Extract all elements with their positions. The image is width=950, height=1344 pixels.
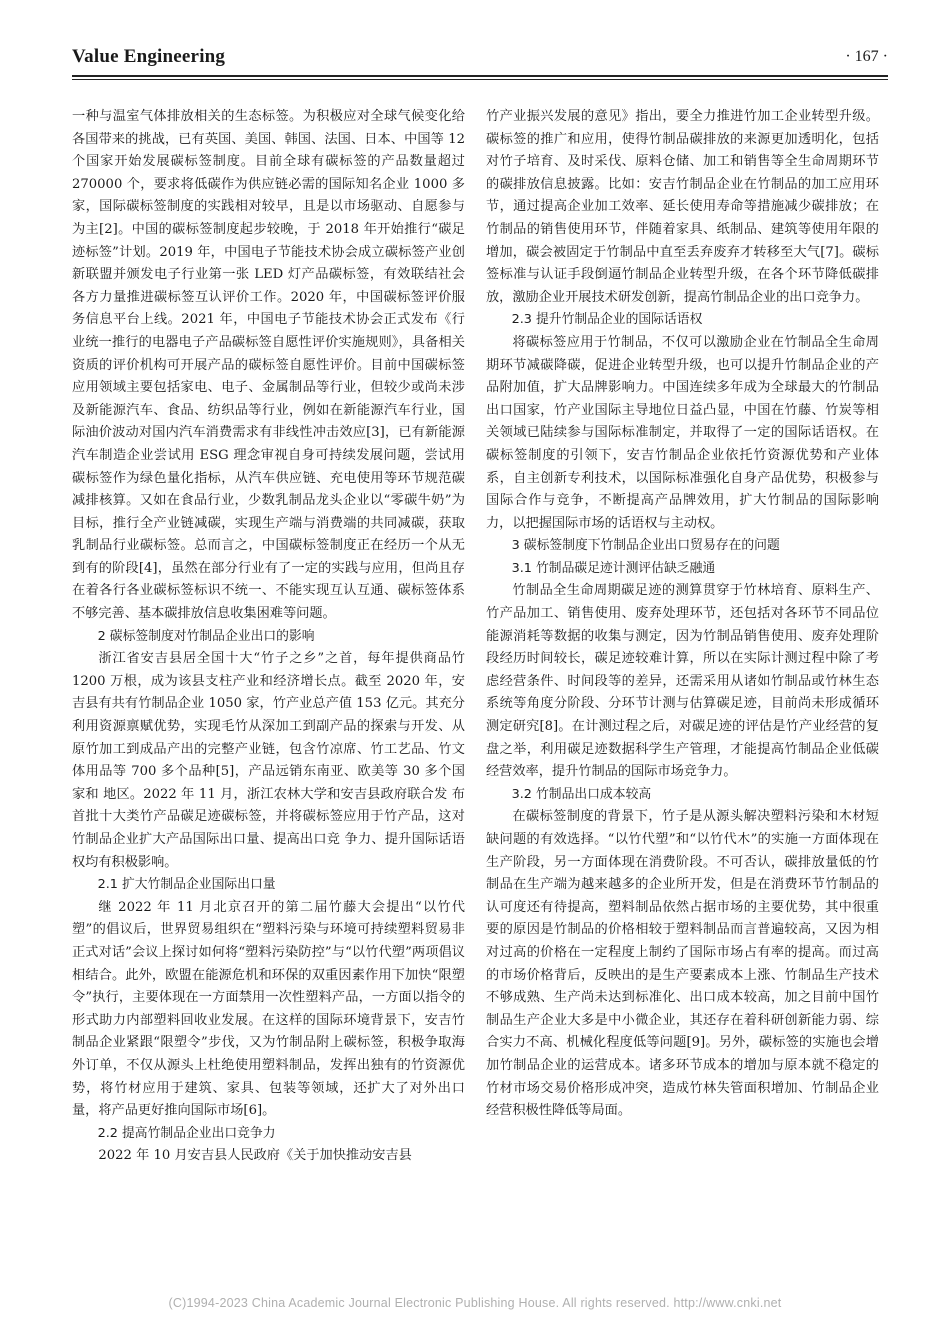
paragraph: 一种与温室气体排放相关的生态标签。为积极应对全球气候变化给各国带来的挑战，已有英国、美国、韩国、法国、日本、中国等 12 个国家开始发展碳标签制度。目前全球有碳标签的产品数量超过 270000 个，要求将低碳作为供应链必需的国际知名企业 1000 多家，国际碳标签制度的实践相对较早，且是以市场驱动、自愿参与为主[2]。中国的碳标签制度起步较晚，于 2018 年开始推行“碳足迹标签”计划。2019 年，中国电子节能技术协会成立碳标签产业创新联盟并颁发电子行业第一张 LED 灯产品碳标签，有效联结社会各方力量推进碳标签互认评价工作。2020 年，中国碳标签评价服务信息平台上线。2021 年，中国电子节能技术协会正式发布《行业统一推行的电器电子产品碳标签自愿性评价实施规则》，具备相关资质的评价机构可开展产品的碳标签自愿性评价。目前中国碳标签应用领域主要包括家电、电子、金属制品等行业，但较少或尚未涉及新能源汽车、食品、纺织品等行业，例如在新能源汽车行业，国际油价波动对国内汽车消费需求有非线性冲击效应[3]，已有新能源汽车制造企业尝试用 ESG 理念审视自身可持续发展问题，尝试用碳标签作为绿色量化指标，从汽车供应链、充电使用等环节规范碳减排核算。又如在食品行业，少数乳制品龙头企业以“零碳牛奶”为目标，推行全产业链减碳，实现生产端与消费端的共同减碳，获取乳制品行业碳标签。总而言之，中国碳标签制度正在经历一个从无到有的阶段[4]，虽然在部分行业有了一定的实践与应用，但尚且存在着各行各业碳标签标识不统一、不能实现互认互通、碳标签体系不够完善、基本碳排放信息收集困难等问题。 (72, 109, 465, 622)
subsection-heading: 3.2 竹制品出口成本较高 (511, 786, 652, 802)
subsection-heading: 2.3 提升竹制品企业的国际话语权 (511, 312, 703, 328)
right-column (486, 106, 879, 1123)
section-heading: 2 碳标签制度对竹制品企业出口的影响 (97, 628, 315, 644)
subsection-heading: 2.1 扩大竹制品企业国际出口量 (97, 877, 276, 893)
left-column (72, 106, 465, 1168)
paragraph: 竹制品全生命周期碳足迹的测算贯穿于竹林培育、原料生产、竹产品加工、销售使用、废弃处理环节，还包括对各环节不同品位能源消耗等数据的收集与测定，因为竹制品销售使用、废弃处理阶段经历时间较长，碳足迹较难计算，所以在实际计测过程中除了考虑经营条件、时间段等的差异，还需采用从诸如竹制品或竹林生态系统等角度分阶段、分环节计测与估算碳足迹，目前尚未形成循环测定研究[8]。在计测过程之后，对碳足迹的评估是竹产业经营的复盘之举，利用碳足迹数据科学生产管理，才能提高竹制品企业低碳经营效率，提升竹制品的国际市场竞争力。 (486, 583, 879, 780)
paragraph: 将碳标签应用于竹制品，不仅可以激励企业在竹制品全生命周期环节减碳降碳，促进企业转型升级，也可以提升竹制品企业的产品附加值，扩大品牌影响力。中国连续多年成为全球最大的竹制品出口国家，竹产业国际主导地位日益凸显，中国在竹藤、竹炭等相关领域已陆续参与国际标准制定，并取得了一定的国际话语权。在碳标签制度的引领下，安吉竹制品企业依托竹资源优势和产业体系，自主创新专利技术，以国际标准强化自身产品优势，积极参与国际合作与竞争，不断提高产品牌效用，扩大竹制品的国际影响力，以把握国际市场的话语权与主动权。 (486, 334, 879, 531)
page-number: · 167 · (845, 48, 888, 65)
paragraph: 继 2022 年 11 月北京召开的第二届竹藤大会提出“以竹代塑”的倡议后，世界贸易组织在“塑料污染与环境可持续塑料贸易非正式对话”会议上探讨如何将“塑料污染防控”与“以竹代塑”两项倡议相结合。此外，欧盟在能源危机和环保的双重因素作用下加快“限塑令”执行，主要体现在一方面禁用一次性塑料产品，一方面以指令的形式助力内部塑料回收业发展。在这样的国际环境背景下，安吉竹制品企业紧跟“限塑令”步伐，又为竹制品附上碳标签，积极争取海外订单，不仅从源头上杜绝使用塑料制品，发挥出独有的竹资源优势，将竹材应用于建筑、家具、包装等领域，还扩大了对外出口量，将产品更好推向国际市场[6]。 (72, 899, 465, 1119)
paragraph: 在碳标签制度的背景下，竹子是从源头解决塑料污染和木材短缺问题的有效选择。“以竹代塑”和“以竹代木”的实施一方面体现在生产阶段，另一方面体现在消费阶段。不可否认，碳排放量低的竹制品在生产端为越来越多的企业所开发，但是在消费环节竹制品的认可度还有待提高，塑料制品依然占据市场的主要优势，其中很重要的原因是竹制品的价格相较于塑料制品而言普遍较高，又因为相对过高的价格在一定程度上制约了国际市场占有率的提高。而过高的市场价格背后，反映出的是生产要素成本上涨、竹制品生产技术不够成熟、生产尚未达到标准化、出口成本较高，加之目前中国竹制品生产企业大多是中小微企业，其还存在着科研创新能力弱、综合实力不高、机械化程度低等问题[9]。另外，碳标签的实施也会增加竹制品企业的运营成本。诸多环节成本的增加与原本就不稳定的竹材市场交易价格形成冲突，造成竹林失管面积增加、竹制品企业经营积极性降低等局面。 (486, 809, 879, 1119)
subsection-heading: 3.1 竹制品碳足迹计测评估缺乏融通 (511, 560, 716, 576)
journal-title: Value Engineering (72, 46, 226, 67)
paragraph: 浙江省安吉县居全国十大“竹子之乡”之首，每年提供商品竹 1200 万根，成为该县支柱产业和经济增长点。截至 2020 年，安吉县有共有竹制品企业 1050 家，竹产业总产值 153 亿元。其充分利用资源禀赋优势，实现毛竹从深加工到副产品的探索与开发、从原竹加工到成品产出的完整产业链，包含竹凉席、竹工艺品、竹文体用品等 700 多个品种[5]，产品远销东南亚、欧美等 30 多个国家和 地区。2022 年 11 月，浙江农林大学和安吉县政府联合发 布首批十大类竹产品碳足迹碳标签，并将碳标签应用于竹产品，这对竹制品企业扩大产品国际出口量、提高出口竞 争力、提升国际话语权均有积极影响。 (72, 651, 465, 870)
paragraph: 竹产业振兴发展的意见》指出，要全力推进竹加工企业转型升级。碳标签的推广和应用，使得竹制品碳排放的来源更加透明化，包括对竹子培育、及时采伐、原料仓储、加工和销售等全生命周期环节的碳排放信息披露。比如：安吉竹制品企业在竹制品的加工应用环节，通过提高企业加工效率、延长使用寿命等措施减少碳排放；在竹制品的销售使用环节，伴随着家具、纸制品、建筑等使用年限的增加，碳会被固定于竹制品中直至丢弃废弃才转移至大气[7]。碳标签标准与认证手段倒逼竹制品企业转型升级，在各个环节降低碳排放，激励企业开展技术研发创新，提高竹制品企业的出口竞争力。 (486, 109, 879, 305)
running-header (72, 46, 888, 74)
copyright-footer: (C)1994-2023 China Academic Journal Electronic Publishing House. All rights reserved. http://www.cnki.net (168, 1296, 782, 1310)
header-rule (72, 75, 888, 80)
section-heading: 3 碳标签制度下竹制品企业出口贸易存在的问题 (511, 538, 780, 554)
subsection-heading: 2.2 提高竹制品企业出口竞争力 (97, 1125, 276, 1141)
paragraph: 2022 年 10 月安吉县人民政府《关于加快推动安吉县 (98, 1148, 412, 1164)
